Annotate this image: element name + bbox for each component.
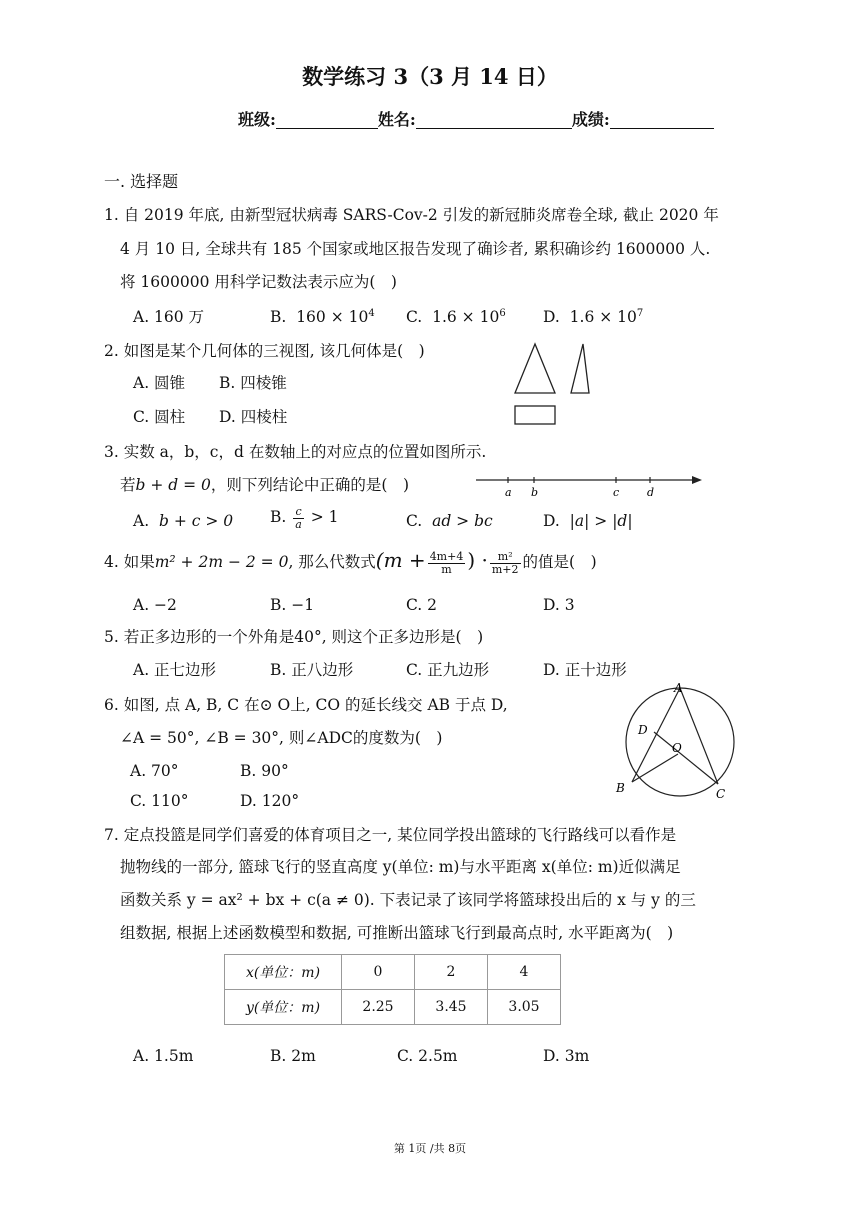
numerator: m² — [490, 551, 521, 564]
three-view-figure — [505, 338, 605, 430]
option-prefix: A. — [133, 512, 150, 530]
page-footer: 第 1页 /共 8页 — [393, 1142, 467, 1155]
q5-option-a[interactable]: A. 正七边形 — [133, 661, 217, 679]
option-prefix: B. — [270, 308, 287, 327]
q4-stem — [104, 548, 597, 575]
q3-line2-post: ，则下列结论中正确的是( ) — [210, 476, 410, 494]
label-d: D — [638, 723, 648, 737]
q1-option-b[interactable] — [270, 308, 375, 327]
q3-condition: b + d = 0 — [135, 476, 211, 494]
q2-option-d[interactable]: D. 四棱柱 — [219, 408, 288, 426]
math-base: 1.6 × 10 — [432, 308, 500, 327]
q2-option-a[interactable]: A. 圆锥 — [133, 374, 186, 392]
q1-line2: 4 月 10 日, 全球共有 185 个国家或地区报告发现了确诊者, 累积确诊约 1600000 人. — [120, 240, 711, 258]
q4-expr-open: (m + — [375, 548, 426, 572]
option-prefix: B. — [270, 508, 287, 527]
q7-line2: 抛物线的一部分, 篮球飞行的竖直高度 y(单位: m)与水平距离 x(单位: m)近似满足 — [120, 858, 681, 876]
q1-option-d[interactable] — [543, 308, 643, 327]
table-cell: 2.25 — [342, 990, 415, 1025]
q3-stem: 3. 实数 a，b，c，d 在数轴上的对应点的位置如图所示. — [104, 443, 487, 461]
q3-option-a[interactable] — [133, 512, 233, 531]
fraction-2 — [490, 551, 521, 575]
axis-label-c: c — [613, 486, 620, 499]
score-label: 成绩: — [571, 110, 610, 129]
q6-option-b[interactable]: B. 90° — [240, 762, 289, 780]
label-b: B — [616, 781, 625, 795]
denominator: m — [441, 562, 452, 576]
class-blank[interactable] — [276, 112, 378, 129]
q5-option-b[interactable]: B. 正八边形 — [270, 661, 354, 679]
table-header-x: x(单位：m) — [225, 955, 342, 990]
q1-line1: 1. 自 2019 年底, 由新型冠状病毒 SARS-Cov-2 引发的新冠肺炎席卷全球, 截止 2020 年 — [104, 206, 719, 224]
q3-line2-pre: 若 — [120, 476, 136, 494]
q3-option-d[interactable] — [543, 512, 633, 531]
q3-option-c[interactable] — [406, 512, 493, 531]
math-exponent: 4 — [368, 308, 375, 319]
table-cell: 3.05 — [488, 990, 561, 1025]
q7-option-b[interactable]: B. 2m — [270, 1047, 316, 1065]
math: b + c > 0 — [158, 512, 234, 530]
axis-label-b: b — [531, 486, 539, 499]
q5-option-d[interactable]: D. 正十边形 — [543, 661, 627, 679]
top-view-rectangle — [515, 406, 555, 424]
math-exponent: 6 — [499, 308, 506, 319]
q7-line4: 组数据, 根据上述函数模型和数据, 可推断出篮球飞行到最高点时, 水平距离为( ) — [120, 924, 674, 942]
numerator: c — [293, 506, 304, 519]
q2-stem: 2. 如图是某个几何体的三视图, 该几何体是( ) — [104, 342, 425, 360]
label-o: O — [672, 741, 682, 755]
circle-figure — [612, 678, 738, 804]
score-blank[interactable] — [610, 112, 714, 129]
option-prefix: D. — [543, 512, 560, 530]
side-view-triangle — [571, 344, 589, 393]
denominator: m+2 — [491, 562, 519, 576]
q6-line1: 6. 如图, 点 A, B, C 在⊙ O上, CO 的延长线交 AB 于点 D, — [104, 696, 508, 714]
front-view-triangle — [515, 344, 555, 393]
q7-line1: 7. 定点投篮是同学们喜爱的体育项目之一, 某位同学投出篮球的飞行路线可以看作是 — [104, 826, 677, 844]
q3-line2 — [120, 476, 409, 495]
number-line-arrow — [692, 476, 702, 484]
q7-option-d[interactable]: D. 3m — [543, 1047, 590, 1065]
q7-data-table — [224, 954, 561, 1025]
number-line-figure — [474, 468, 706, 502]
math-base: 160 × 10 — [296, 308, 369, 327]
label-a: A — [674, 681, 683, 695]
option-prefix: C. — [406, 308, 423, 327]
fraction-1 — [428, 551, 466, 575]
q4-option-a[interactable]: A. −2 — [133, 596, 177, 614]
table-row — [225, 955, 561, 990]
name-label: 姓名: — [377, 110, 416, 129]
option-prefix: C. — [406, 512, 423, 530]
axis-label-a: a — [505, 486, 512, 499]
q4-option-c[interactable]: C. 2 — [406, 596, 438, 614]
segment-cd — [654, 732, 718, 784]
q7-line3: 函数关系 y = ax² + bx + c(a ≠ 0). 下表记录了该同学将篮球投出后的 x 与 y 的三 — [120, 891, 696, 909]
q4-condition: m² + 2m − 2 = 0 — [154, 553, 289, 571]
q4-expr-close: ) · — [467, 548, 488, 572]
q6-option-d[interactable]: D. 120° — [240, 792, 300, 810]
table-cell: 4 — [488, 955, 561, 990]
q7-option-c[interactable]: C. 2.5m — [397, 1047, 458, 1065]
q2-option-b[interactable]: B. 四棱锥 — [219, 374, 287, 392]
class-label: 班级: — [238, 110, 276, 129]
section-title: 一. 选择题 — [104, 172, 179, 191]
q4-post: 的值是( ) — [522, 553, 597, 571]
q1-option-c[interactable] — [406, 308, 506, 327]
q6-line2: ∠A = 50°, ∠B = 30°, 则∠ADC的度数为( ) — [120, 729, 443, 747]
q1-option-a[interactable]: A. 160 万 — [133, 308, 205, 326]
student-info-fields — [238, 110, 714, 129]
math: > 1 — [310, 508, 339, 527]
q3-option-b[interactable] — [270, 506, 339, 530]
denominator: a — [295, 517, 302, 531]
name-blank[interactable] — [416, 112, 572, 129]
q5-stem: 5. 若正多边形的一个外角是40°, 则这个正多边形是( ) — [104, 628, 484, 646]
q4-pre: 4. 如果 — [104, 553, 155, 571]
q2-option-c[interactable]: C. 圆柱 — [133, 408, 186, 426]
table-cell: 3.45 — [415, 990, 488, 1025]
q5-option-c[interactable]: C. 正九边形 — [406, 661, 490, 679]
table-cell: 0 — [342, 955, 415, 990]
table-header-y: y(单位：m) — [225, 990, 342, 1025]
table-cell: 2 — [415, 955, 488, 990]
table-row — [225, 990, 561, 1025]
q4-option-d[interactable]: D. 3 — [543, 596, 575, 614]
q4-mid: , 那么代数式 — [288, 553, 376, 571]
q4-option-b[interactable]: B. −1 — [270, 596, 315, 614]
label-c: C — [716, 787, 726, 801]
math-exponent: 7 — [636, 308, 644, 319]
page-title: 数学练习 3（3 月 14 日） — [302, 64, 558, 89]
numerator: 4m+4 — [429, 549, 464, 563]
math-base: 1.6 × 10 — [569, 308, 637, 327]
q1-line3: 将 1600000 用科学记数法表示应为( ) — [120, 273, 397, 291]
math: |a| > |d| — [569, 512, 633, 530]
fraction — [293, 506, 304, 530]
segment-ac — [680, 688, 718, 784]
q6-option-a[interactable]: A. 70° — [130, 762, 179, 780]
q7-option-a[interactable]: A. 1.5m — [133, 1047, 194, 1065]
math: ad > bc — [432, 512, 493, 530]
option-prefix: D. — [543, 308, 560, 327]
q6-option-c[interactable]: C. 110° — [130, 792, 189, 810]
axis-label-d: d — [647, 486, 655, 499]
